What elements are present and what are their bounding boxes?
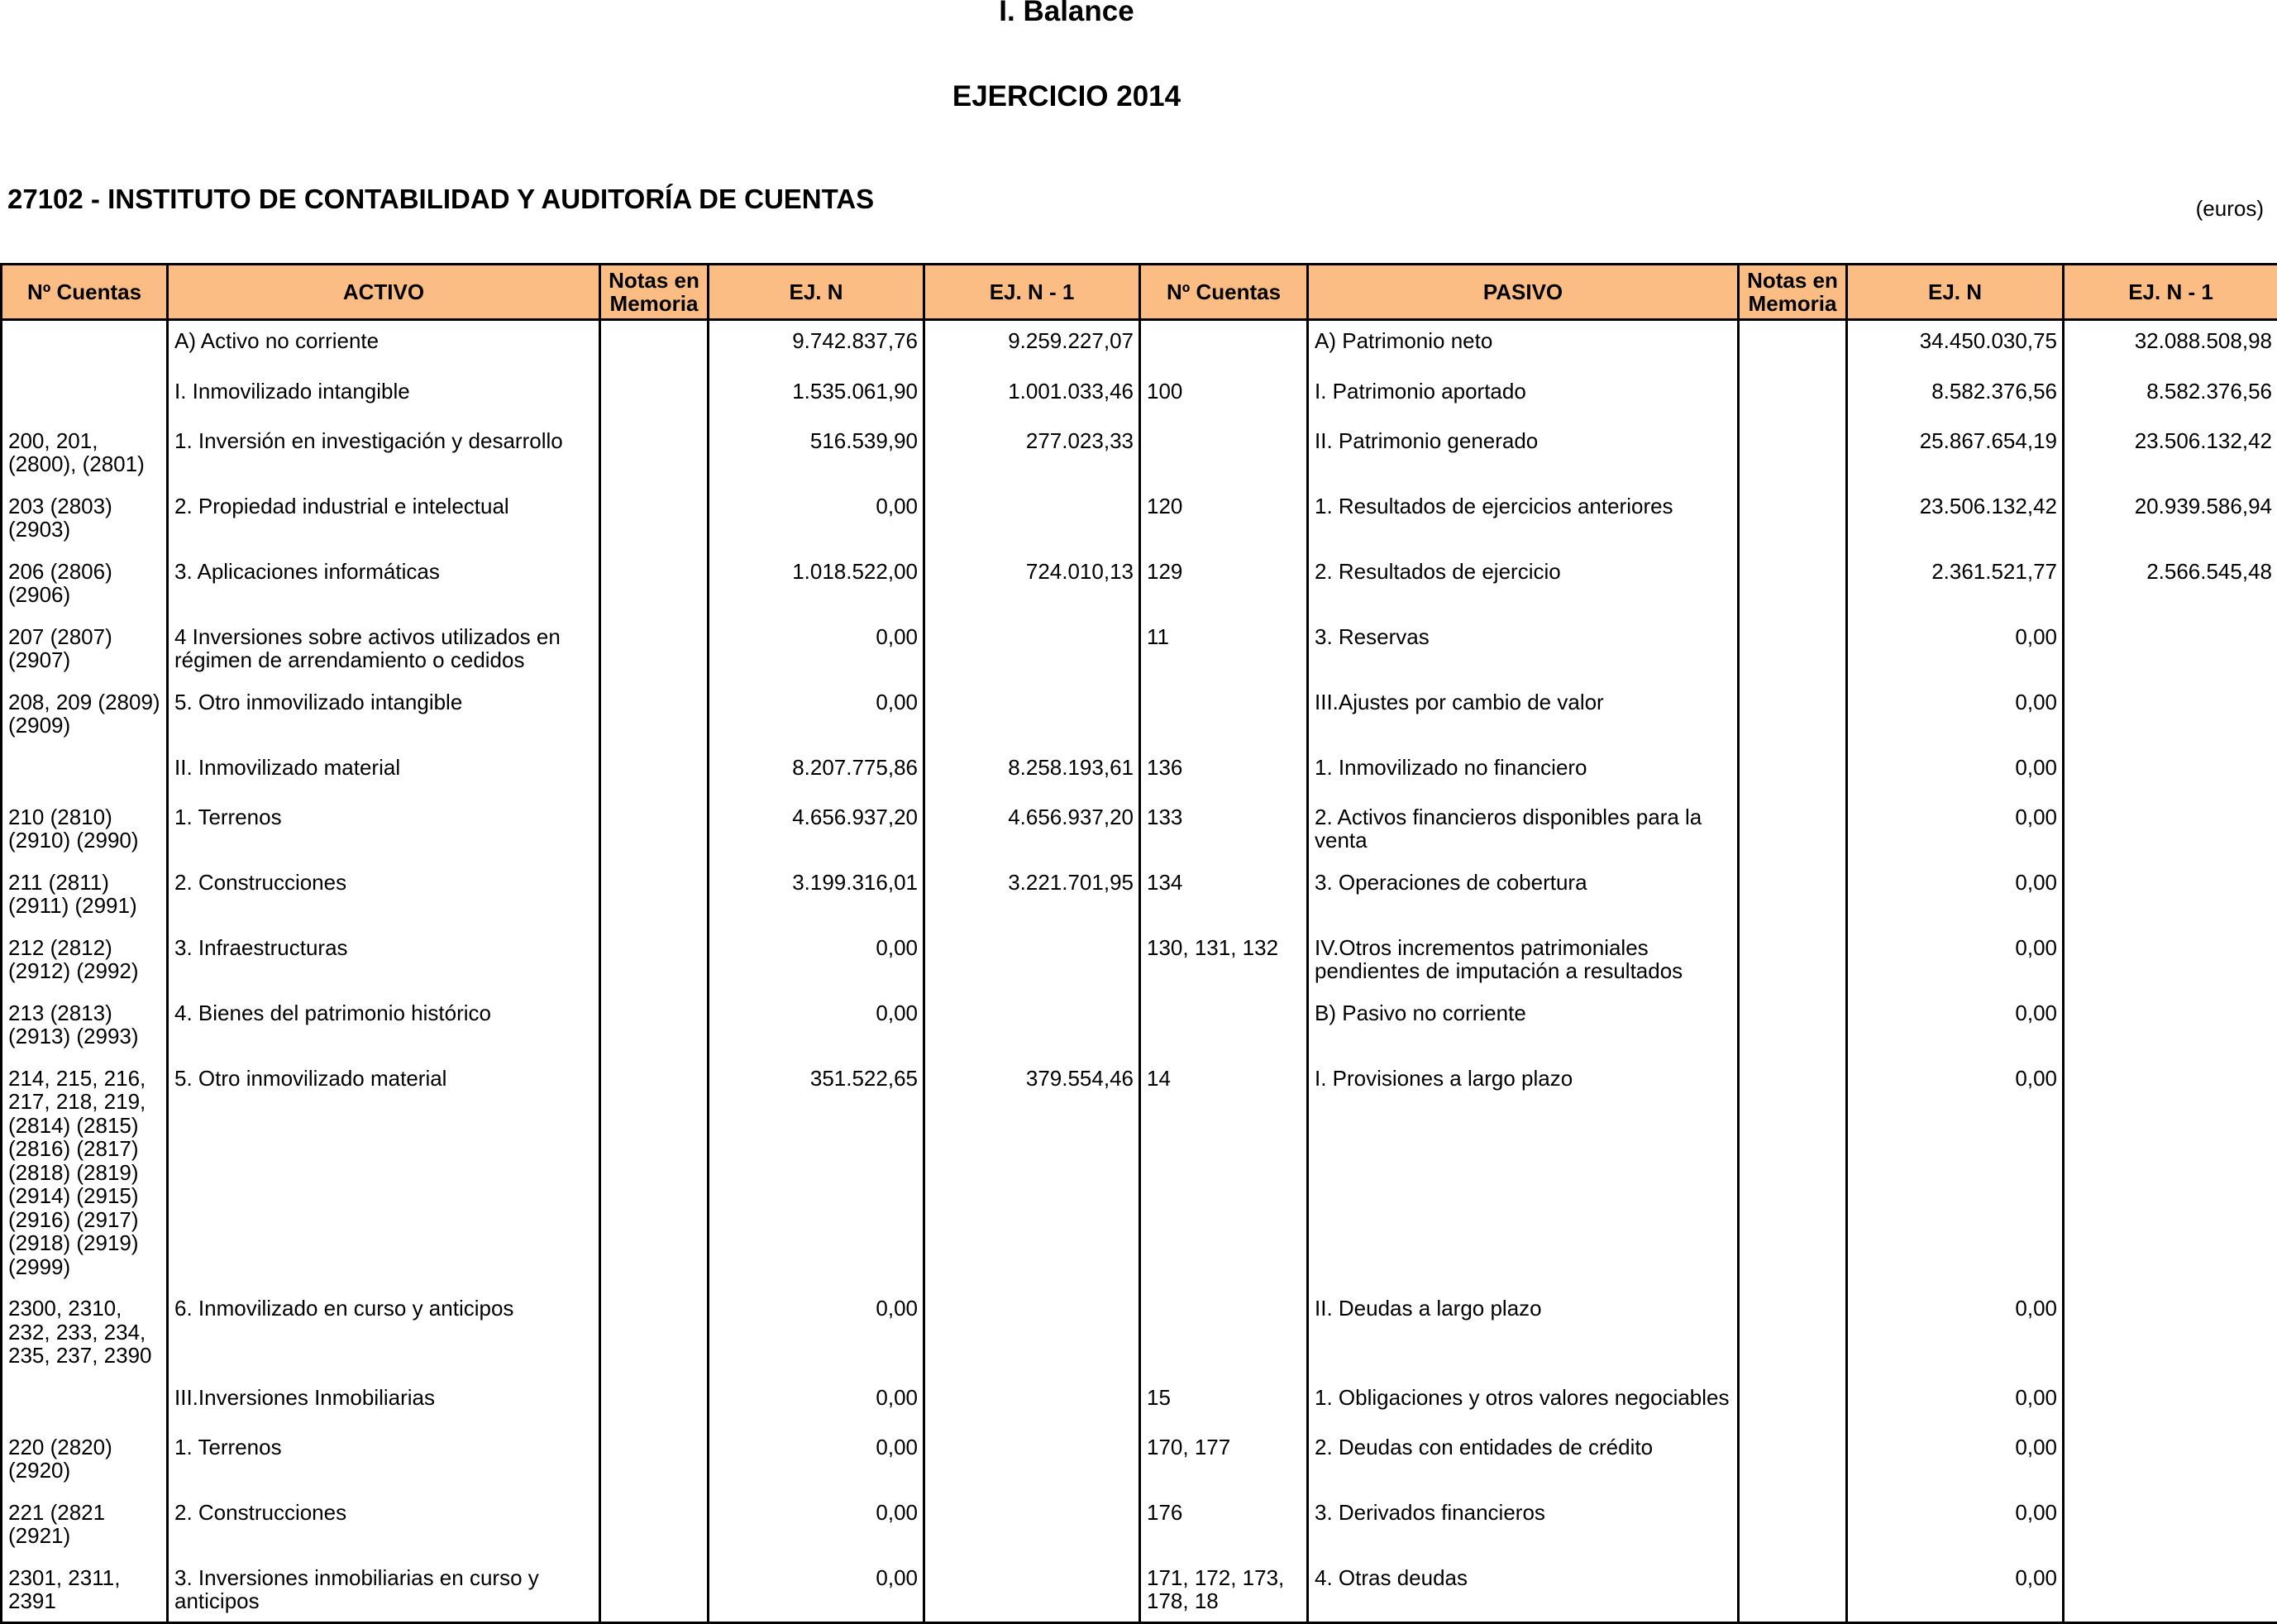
activo-concept-cell: 4 Inversiones sobre activos utilizados en régimen de arrendamiento o cedidos — [168, 615, 600, 681]
notas-pasivo-cell — [1739, 1057, 1847, 1287]
table-row — [2, 485, 2277, 550]
ej-n-activo-cell: 4.656.937,20 — [709, 795, 924, 861]
activo-concept-cell: 1. Terrenos — [168, 1426, 600, 1491]
cuentas-pasivo-cell: 171, 172, 173, 178, 18 — [1140, 1556, 1308, 1623]
ej-n-pasivo-cell: 0,00 — [1847, 681, 2064, 746]
cuentas-activo-cell — [2, 320, 168, 370]
notas-pasivo-cell — [1739, 1376, 1847, 1426]
notas-pasivo-cell — [1739, 991, 1847, 1057]
ej-n-pasivo-cell: 0,00 — [1847, 1057, 2064, 1287]
cuentas-activo-cell: 208, 209 (2809) (2909) — [2, 681, 168, 746]
pasivo-concept-cell: 4. Otras deudas — [1308, 1556, 1739, 1623]
table-row — [2, 1491, 2277, 1556]
ej-n-activo-cell: 0,00 — [709, 615, 924, 681]
notas-pasivo-cell — [1739, 1287, 1847, 1376]
notas-pasivo-cell — [1739, 926, 1847, 991]
notas-activo-cell — [600, 1376, 709, 1426]
activo-concept-cell: II. Inmovilizado material — [168, 746, 600, 795]
col-header-cuentas-pasivo: Nº Cuentas — [1140, 265, 1308, 320]
cuentas-pasivo-cell: 170, 177 — [1140, 1426, 1308, 1491]
ej-n-pasivo-cell: 0,00 — [1847, 926, 2064, 991]
cuentas-activo-cell: 206 (2806) (2906) — [2, 550, 168, 615]
ej-n1-pasivo-cell: 32.088.508,98 — [2064, 320, 2277, 370]
ej-n1-pasivo-cell — [2064, 926, 2277, 991]
ej-n-activo-cell: 0,00 — [709, 1287, 924, 1376]
pasivo-concept-cell: 2. Resultados de ejercicio — [1308, 550, 1739, 615]
ej-n-activo-cell: 0,00 — [709, 1376, 924, 1426]
table-row — [2, 681, 2277, 746]
notas-activo-cell — [600, 550, 709, 615]
activo-concept-cell: 2. Construcciones — [168, 1491, 600, 1556]
ej-n1-activo-cell: 9.259.227,07 — [924, 320, 1140, 370]
notas-pasivo-cell — [1739, 746, 1847, 795]
notas-activo-cell — [600, 485, 709, 550]
table-row — [2, 1426, 2277, 1491]
cuentas-activo-cell: 200, 201, (2800), (2801) — [2, 419, 168, 485]
col-header-cuentas-activo: Nº Cuentas — [2, 265, 168, 320]
cuentas-pasivo-cell: 11 — [1140, 615, 1308, 681]
col-header-notas-pasivo: Notas en Memoria — [1739, 265, 1847, 320]
pasivo-concept-cell: III.Ajustes por cambio de valor — [1308, 681, 1739, 746]
notas-activo-cell — [600, 681, 709, 746]
cuentas-activo-cell — [2, 370, 168, 419]
ej-n-activo-cell: 9.742.837,76 — [709, 320, 924, 370]
ej-n-pasivo-cell: 0,00 — [1847, 991, 2064, 1057]
ej-n-activo-cell: 0,00 — [709, 991, 924, 1057]
ej-n1-activo-cell — [924, 681, 1140, 746]
cuentas-pasivo-cell: 100 — [1140, 370, 1308, 419]
ej-n1-pasivo-cell — [2064, 1057, 2277, 1287]
table-row — [2, 926, 2277, 991]
table-header-row — [2, 265, 2277, 320]
fiscal-year-subtitle: EJERCICIO 2014 — [0, 82, 2133, 112]
ej-n-pasivo-cell: 0,00 — [1847, 1287, 2064, 1376]
activo-concept-cell: 5. Otro inmovilizado intangible — [168, 681, 600, 746]
ej-n-pasivo-cell: 8.582.376,56 — [1847, 370, 2064, 419]
pasivo-concept-cell: 3. Reservas — [1308, 615, 1739, 681]
notas-activo-cell — [600, 1556, 709, 1623]
notas-pasivo-cell — [1739, 681, 1847, 746]
col-header-ej-n-activo: EJ. N — [709, 265, 924, 320]
col-header-notas-activo: Notas en Memoria — [600, 265, 709, 320]
cuentas-pasivo-cell: 136 — [1140, 746, 1308, 795]
ej-n-pasivo-cell: 0,00 — [1847, 1556, 2064, 1623]
ej-n1-activo-cell: 1.001.033,46 — [924, 370, 1140, 419]
ej-n-pasivo-cell: 0,00 — [1847, 746, 2064, 795]
notas-pasivo-cell — [1739, 861, 1847, 926]
table-row — [2, 370, 2277, 419]
cuentas-pasivo-cell — [1140, 419, 1308, 485]
notas-activo-cell — [600, 991, 709, 1057]
ej-n-activo-cell: 516.539,90 — [709, 419, 924, 485]
notas-pasivo-cell — [1739, 1556, 1847, 1623]
ej-n-pasivo-cell: 0,00 — [1847, 615, 2064, 681]
pasivo-concept-cell: 2. Deudas con entidades de crédito — [1308, 1426, 1739, 1491]
pasivo-concept-cell: 2. Activos financieros disponibles para la venta — [1308, 795, 1739, 861]
notas-activo-cell — [600, 1491, 709, 1556]
pasivo-concept-cell: 1. Resultados de ejercicios anteriores — [1308, 485, 1739, 550]
ej-n1-pasivo-cell — [2064, 1556, 2277, 1623]
pasivo-concept-cell: A) Patrimonio neto — [1308, 320, 1739, 370]
table-row — [2, 861, 2277, 926]
cuentas-pasivo-cell — [1140, 681, 1308, 746]
cuentas-activo-cell: 2301, 2311, 2391 — [2, 1556, 168, 1623]
ej-n1-activo-cell: 379.554,46 — [924, 1057, 1140, 1287]
balance-sheet-table — [0, 263, 2277, 1624]
pasivo-concept-cell: I. Provisiones a largo plazo — [1308, 1057, 1739, 1287]
notas-activo-cell — [600, 861, 709, 926]
cuentas-pasivo-cell: 133 — [1140, 795, 1308, 861]
notas-activo-cell — [600, 746, 709, 795]
ej-n-pasivo-cell: 34.450.030,75 — [1847, 320, 2064, 370]
ej-n1-activo-cell — [924, 1376, 1140, 1426]
pasivo-concept-cell: 3. Derivados financieros — [1308, 1491, 1739, 1556]
notas-pasivo-cell — [1739, 550, 1847, 615]
cuentas-pasivo-cell: 14 — [1140, 1057, 1308, 1287]
pasivo-concept-cell: 1. Inmovilizado no financiero — [1308, 746, 1739, 795]
ej-n-activo-cell: 8.207.775,86 — [709, 746, 924, 795]
ej-n-activo-cell: 0,00 — [709, 926, 924, 991]
ej-n1-activo-cell: 3.221.701,95 — [924, 861, 1140, 926]
notas-activo-cell — [600, 1057, 709, 1287]
ej-n1-pasivo-cell — [2064, 861, 2277, 926]
notas-pasivo-cell — [1739, 419, 1847, 485]
pasivo-concept-cell: 1. Obligaciones y otros valores negociables — [1308, 1376, 1739, 1426]
ej-n1-pasivo-cell — [2064, 746, 2277, 795]
notas-activo-cell — [600, 795, 709, 861]
ej-n1-activo-cell — [924, 1426, 1140, 1491]
ej-n1-pasivo-cell: 8.582.376,56 — [2064, 370, 2277, 419]
ej-n1-pasivo-cell — [2064, 1376, 2277, 1426]
notas-activo-cell — [600, 615, 709, 681]
cuentas-activo-cell: 212 (2812) (2912) (2992) — [2, 926, 168, 991]
ej-n-activo-cell: 0,00 — [709, 681, 924, 746]
ej-n1-activo-cell — [924, 1556, 1140, 1623]
cuentas-pasivo-cell: 15 — [1140, 1376, 1308, 1426]
table-row — [2, 419, 2277, 485]
ej-n1-activo-cell — [924, 615, 1140, 681]
ej-n1-pasivo-cell — [2064, 1287, 2277, 1376]
ej-n-pasivo-cell: 25.867.654,19 — [1847, 419, 2064, 485]
table-row — [2, 795, 2277, 861]
notas-pasivo-cell — [1739, 485, 1847, 550]
ej-n-activo-cell: 351.522,65 — [709, 1057, 924, 1287]
ej-n1-activo-cell — [924, 1287, 1140, 1376]
ej-n1-pasivo-cell — [2064, 991, 2277, 1057]
ej-n-activo-cell: 0,00 — [709, 1491, 924, 1556]
ej-n1-pasivo-cell — [2064, 681, 2277, 746]
notas-activo-cell — [600, 419, 709, 485]
cuentas-activo-cell: 220 (2820) (2920) — [2, 1426, 168, 1491]
pasivo-concept-cell: I. Patrimonio aportado — [1308, 370, 1739, 419]
col-header-ej-n1-pasivo: EJ. N - 1 — [2064, 265, 2277, 320]
ej-n1-pasivo-cell — [2064, 1426, 2277, 1491]
ej-n-activo-cell: 0,00 — [709, 1556, 924, 1623]
ej-n-activo-cell: 3.199.316,01 — [709, 861, 924, 926]
pasivo-concept-cell: IV.Otros incrementos patrimoniales pendientes de imputación a resultados — [1308, 926, 1739, 991]
table-body — [2, 320, 2277, 1623]
table-row — [2, 746, 2277, 795]
pasivo-concept-cell: II. Patrimonio generado — [1308, 419, 1739, 485]
activo-concept-cell: 1. Inversión en investigación y desarrollo — [168, 419, 600, 485]
table-row — [2, 320, 2277, 370]
notas-activo-cell — [600, 320, 709, 370]
activo-concept-cell: 1. Terrenos — [168, 795, 600, 861]
ej-n1-activo-cell: 8.258.193,61 — [924, 746, 1140, 795]
cuentas-activo-cell: 214, 215, 216, 217, 218, 219, (2814) (2815) (2816) (2817) (2818) (2819) (2914) (2915) (2916) (2917) (2918) (2919) (2999) — [2, 1057, 168, 1287]
activo-concept-cell: III.Inversiones Inmobiliarias — [168, 1376, 600, 1426]
ej-n-activo-cell: 1.018.522,00 — [709, 550, 924, 615]
activo-concept-cell: 3. Inversiones inmobiliarias en curso y anticipos — [168, 1556, 600, 1623]
activo-concept-cell: 3. Infraestructuras — [168, 926, 600, 991]
table-row — [2, 1287, 2277, 1376]
notas-pasivo-cell — [1739, 1491, 1847, 1556]
ej-n-pasivo-cell: 0,00 — [1847, 861, 2064, 926]
table-row — [2, 1556, 2277, 1623]
ej-n1-pasivo-cell: 23.506.132,42 — [2064, 419, 2277, 485]
table-row — [2, 1376, 2277, 1426]
table-row — [2, 615, 2277, 681]
table-row — [2, 550, 2277, 615]
activo-concept-cell: 4. Bienes del patrimonio histórico — [168, 991, 600, 1057]
activo-concept-cell: 2. Propiedad industrial e intelectual — [168, 485, 600, 550]
ej-n1-activo-cell — [924, 485, 1140, 550]
cuentas-activo-cell — [2, 746, 168, 795]
cuentas-pasivo-cell: 120 — [1140, 485, 1308, 550]
notas-activo-cell — [600, 1287, 709, 1376]
ej-n-pasivo-cell: 0,00 — [1847, 1491, 2064, 1556]
ej-n1-activo-cell: 277.023,33 — [924, 419, 1140, 485]
notas-pasivo-cell — [1739, 1426, 1847, 1491]
col-header-ej-n1-activo: EJ. N - 1 — [924, 265, 1140, 320]
ej-n-pasivo-cell: 0,00 — [1847, 1426, 2064, 1491]
cuentas-activo-cell: 221 (2821 (2921) — [2, 1491, 168, 1556]
ej-n1-pasivo-cell — [2064, 1491, 2277, 1556]
cuentas-pasivo-cell — [1140, 1287, 1308, 1376]
cuentas-pasivo-cell — [1140, 991, 1308, 1057]
pasivo-concept-cell: II. Deudas a largo plazo — [1308, 1287, 1739, 1376]
ej-n1-pasivo-cell — [2064, 795, 2277, 861]
cuentas-activo-cell: 213 (2813) (2913) (2993) — [2, 991, 168, 1057]
ej-n1-activo-cell: 724.010,13 — [924, 550, 1140, 615]
ej-n-activo-cell: 0,00 — [709, 485, 924, 550]
notas-activo-cell — [600, 1426, 709, 1491]
pasivo-concept-cell: 3. Operaciones de cobertura — [1308, 861, 1739, 926]
cuentas-activo-cell: 203 (2803) (2903) — [2, 485, 168, 550]
entity-heading: 27102 - INSTITUTO DE CONTABILIDAD Y AUDITORÍA DE CUENTAS — [7, 184, 874, 214]
table-row — [2, 1057, 2277, 1287]
cuentas-pasivo-cell: 134 — [1140, 861, 1308, 926]
ej-n-activo-cell: 1.535.061,90 — [709, 370, 924, 419]
activo-concept-cell: 5. Otro inmovilizado material — [168, 1057, 600, 1287]
cuentas-activo-cell — [2, 1376, 168, 1426]
notas-pasivo-cell — [1739, 320, 1847, 370]
cuentas-activo-cell: 211 (2811) (2911) (2991) — [2, 861, 168, 926]
activo-concept-cell: 6. Inmovilizado en curso y anticipos — [168, 1287, 600, 1376]
cuentas-activo-cell: 210 (2810) (2910) (2990) — [2, 795, 168, 861]
ej-n1-pasivo-cell: 2.566.545,48 — [2064, 550, 2277, 615]
activo-concept-cell: 3. Aplicaciones informáticas — [168, 550, 600, 615]
col-header-pasivo: PASIVO — [1308, 265, 1739, 320]
activo-concept-cell: I. Inmovilizado intangible — [168, 370, 600, 419]
ej-n1-pasivo-cell: 20.939.586,94 — [2064, 485, 2277, 550]
ej-n1-activo-cell: 4.656.937,20 — [924, 795, 1140, 861]
currency-note: (euros) — [2196, 196, 2264, 221]
cuentas-activo-cell: 2300, 2310, 232, 233, 234, 235, 237, 2390 — [2, 1287, 168, 1376]
notas-pasivo-cell — [1739, 370, 1847, 419]
cuentas-pasivo-cell: 176 — [1140, 1491, 1308, 1556]
notas-pasivo-cell — [1739, 795, 1847, 861]
col-header-ej-n-pasivo: EJ. N — [1847, 265, 2064, 320]
ej-n-pasivo-cell: 2.361.521,77 — [1847, 550, 2064, 615]
ej-n1-pasivo-cell — [2064, 615, 2277, 681]
activo-concept-cell: 2. Construcciones — [168, 861, 600, 926]
cuentas-activo-cell: 207 (2807) (2907) — [2, 615, 168, 681]
notas-activo-cell — [600, 926, 709, 991]
pasivo-concept-cell: B) Pasivo no corriente — [1308, 991, 1739, 1057]
ej-n-pasivo-cell: 0,00 — [1847, 795, 2064, 861]
cuentas-pasivo-cell: 129 — [1140, 550, 1308, 615]
cuentas-pasivo-cell: 130, 131, 132 — [1140, 926, 1308, 991]
ej-n-activo-cell: 0,00 — [709, 1426, 924, 1491]
notas-pasivo-cell — [1739, 615, 1847, 681]
ej-n1-activo-cell — [924, 926, 1140, 991]
col-header-activo: ACTIVO — [168, 265, 600, 320]
ej-n1-activo-cell — [924, 991, 1140, 1057]
ej-n-pasivo-cell: 0,00 — [1847, 1376, 2064, 1426]
activo-concept-cell: A) Activo no corriente — [168, 320, 600, 370]
cuentas-pasivo-cell — [1140, 320, 1308, 370]
page-title: I. Balance — [0, 0, 2133, 26]
ej-n1-activo-cell — [924, 1491, 1140, 1556]
notas-activo-cell — [600, 370, 709, 419]
ej-n-pasivo-cell: 23.506.132,42 — [1847, 485, 2064, 550]
table-row — [2, 991, 2277, 1057]
